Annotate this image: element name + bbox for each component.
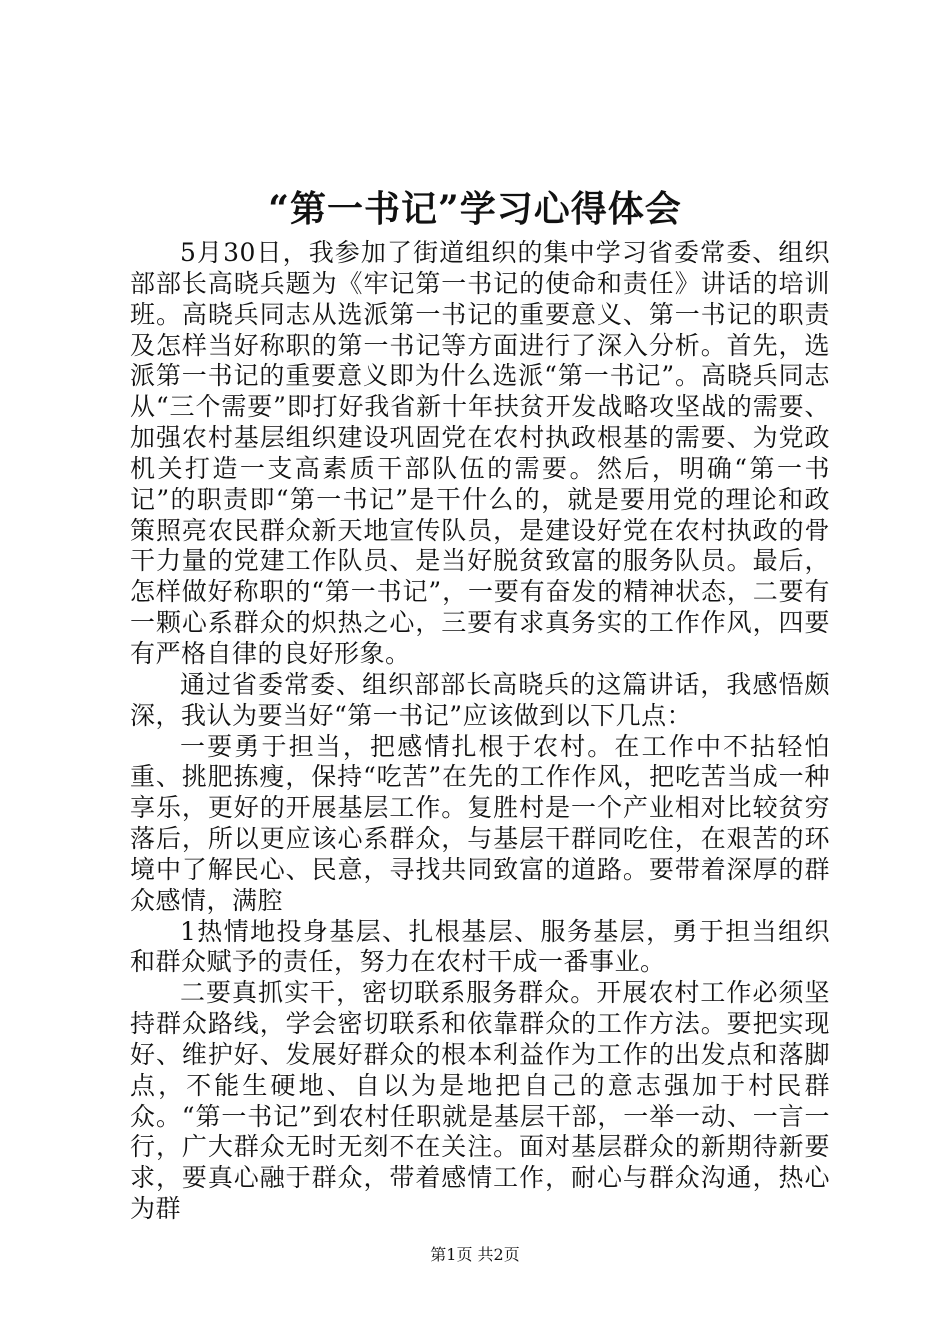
paragraph-intro: 5月30日，我参加了街道组织的集中学习省委常委、组织部部长高晓兵题为《牢记第一书记的使命和责任》讲话的培训班。高晓兵同志从选派第一书记的重要意义、第一书记的职责及怎样当好称职的第一书记等方面进行了深入分析。首先，选派第一书记的重要意义即为什么选派“第一书记”。高晓兵同志从“三个需要”即打好我省新十年扶贫开发战略攻坚战的需要、加强农村基层组织建设巩固党在农村执政根基的需要、为党政机关打造一支高素质干部队伍的需要。然后，明确“第一书记”的职责即“第一书记”是干什么的，就是要用党的理论和政策照亮农民群众新天地宣传队员，是建设好党在农村执政的骨干力量的党建工作队员、是当好脱贫致富的服务队员。最后，怎样做好称职的“第一书记”，一要有奋发的精神状态，二要有一颗心系群众的炽热之心，三要有求真务实的工作作风，四要有严格自律的良好形象。 [130, 238, 830, 668]
paragraph-reflection: 通过省委常委、组织部部长高晓兵的这篇讲话，我感悟颇深，我认为要当好“第一书记”应该做到以下几点： [130, 669, 830, 730]
paragraph-point-one: 一要勇于担当，把感情扎根于农村。在工作中不拈轻怕重、挑肥拣瘦，保持“吃苦”在先的工作作风，把吃苦当成一种享乐，更好的开展基层工作。复胜村是一个产业相对比较贫穷落后，所以更应该心系群众，与基层干群同吃住，在艰苦的环境中了解民心、民意，寻找共同致富的道路。要带着深厚的群众感情，满腔 [130, 731, 830, 915]
document-title: “第一书记”学习心得体会 [268, 188, 682, 230]
page-number-footer: 第1页 共2页 [430, 1245, 520, 1264]
paragraph-point-two: 二要真抓实干，密切联系服务群众。开展农村工作必须坚持群众路线，学会密切联系和依靠群众的工作方法。要把实现好、维护好、发展好群众的根本利益作为工作的出发点和落脚点，不能生硬地、自以为是地把自己的意志强加于村民群众。“第一书记”到农村任职就是基层干部，一举一动、一言一行，广大群众无时无刻不在关注。面对基层群众的新期待新要求，要真心融于群众，带着感情工作，耐心与群众沟通，热心为群 [130, 978, 830, 1224]
document-body [130, 238, 830, 1225]
paragraph-point-one-continued: 1热情地投身基层、扎根基层、服务基层，勇于担当组织和群众赋予的责任，努力在农村干成一番事业。 [130, 916, 830, 977]
